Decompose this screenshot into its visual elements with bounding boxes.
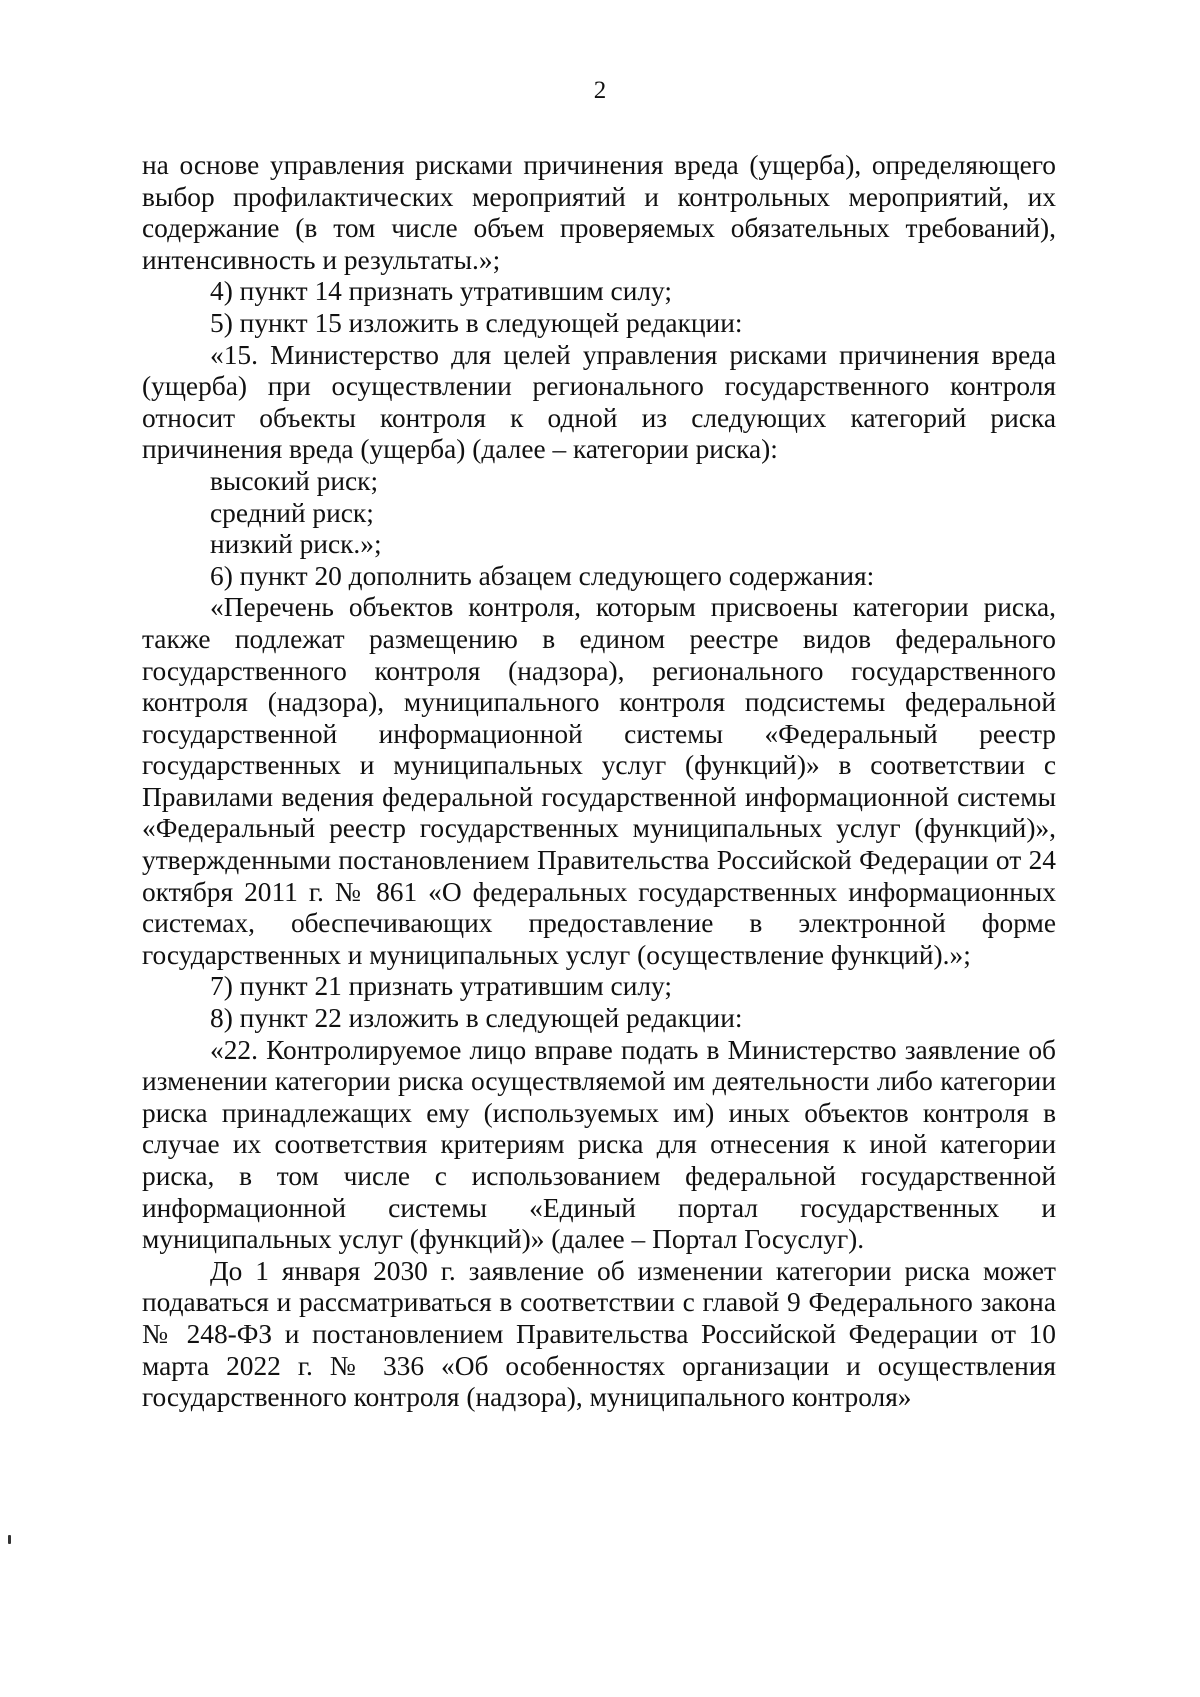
paragraph-item-5: 5) пункт 15 изложить в следующей редакции: [210, 307, 743, 338]
paragraph-risk-high: высокий риск; [210, 465, 379, 496]
paragraph-risk-low: низкий риск.»; [210, 529, 382, 560]
scan-artifact [8, 1535, 11, 1544]
paragraph-risk-medium: средний риск; [210, 497, 374, 528]
paragraph-continuation: на основе управления рисками причинения вреда (ущерба), определяющего выбор профилактических мероприятий и контрольных мероприятий, их содержание (в том числе объем проверяемых обязательных требований), интенсивность и результаты.»; [142, 150, 1056, 275]
paragraph-item-4: 4) пункт 14 признать утратившим силу; [210, 276, 672, 307]
paragraph-item-6: 6) пункт 20 дополнить абзацем следующего содержания: [210, 560, 875, 591]
page-number: 2 [593, 77, 607, 104]
document-body [142, 150, 1056, 1414]
paragraph-clause-15: «15. Министерство для целей управления рисками причинения вреда (ущерба) при осуществлении регионального государственного контроля относит объекты контроля к одной из следующих категорий риска причинения вреда (ущерба) (далее – категории риска): [142, 339, 1056, 465]
paragraph-item-7: 7) пункт 21 признать утратившим силу; [210, 971, 672, 1002]
paragraph-item-8: 8) пункт 22 изложить в следующей редакции: [210, 1003, 743, 1034]
paragraph-clause-22: «22. Контролируемое лицо вправе подать в Министерство заявление об изменении категории риска осуществляемой им деятельности либо категории риска принадлежащих ему (используемых им) иных объектов контроля в случае их соответствия критериям риска для отнесения к иной категории риска, в том числе с использованием федеральной государственной информационной системы «Единый портал государственных и муниципальных услуг (функций)» (далее – Портал Госуслуг). [142, 1034, 1056, 1255]
paragraph-until-2030: До 1 января 2030 г. заявление об изменении категории риска может подаваться и рассматриваться в соответствии с главой 9 Федерального закона № 248-ФЗ и постановлением Правительства Российской Федерации от 10 марта 2022 г. № 336 «Об особенностях организации и осуществления государственного контроля (надзора), муниципального контроля» [142, 1255, 1056, 1413]
paragraph-registry: «Перечень объектов контроля, которым присвоены категории риска, также подлежат размещению в едином реестре видов федерального государственного контроля (надзора), регионального государственного контроля (надзора), муниципального контроля подсистемы федеральной государственной информационной системы «Федеральный реестр государственных и муниципальных услуг (функций)» в соответствии с Правилами ведения федеральной государственной информационной системы «Федеральный реестр государственных муниципальных услуг (функций)», утвержденными постановлением Правительства Российской Федерации от 24 октября 2011 г. № 861 «О федеральных государственных информационных системах, обеспечивающих предоставление в электронной форме государственных и муниципальных услуг (осуществление функций).»; [142, 592, 1056, 970]
